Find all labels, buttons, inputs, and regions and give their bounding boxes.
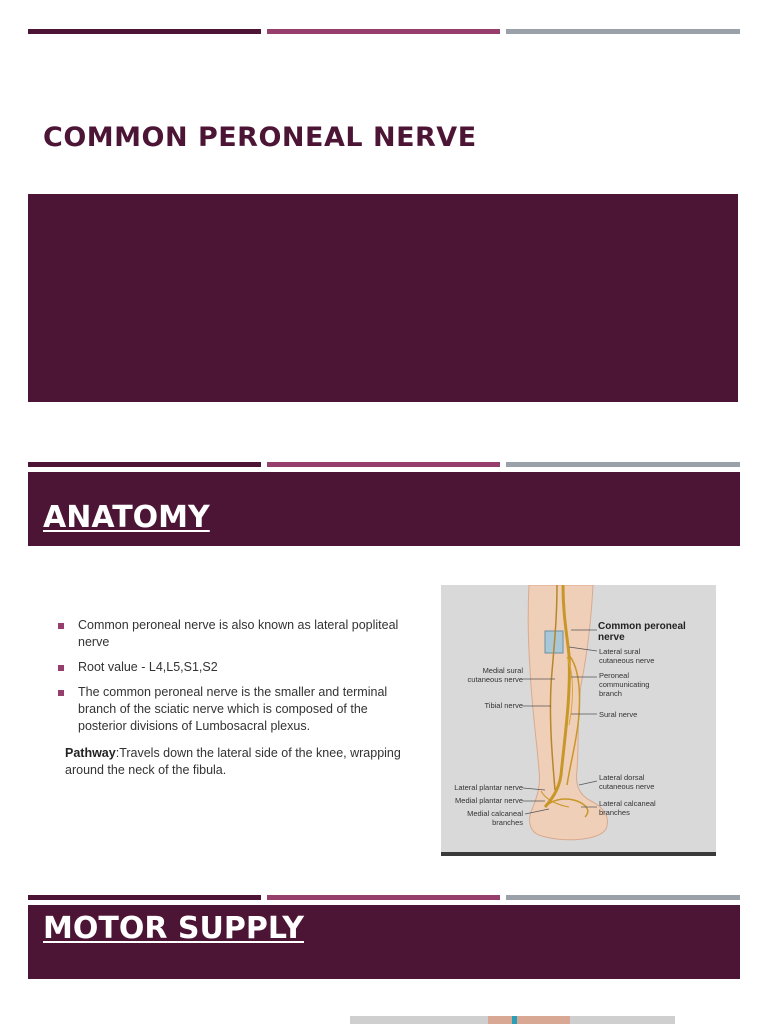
figure-bottom-edge	[441, 852, 716, 856]
motor-heading-part1: MOTOR	[43, 911, 168, 946]
motor-header-band	[28, 905, 740, 979]
nerve-anatomy-figure	[441, 585, 716, 856]
label-medial-plantar: Medial plantar nerve	[455, 796, 523, 805]
anatomy-stripe-dark	[28, 462, 261, 467]
list-item: The common peroneal nerve is the smaller and terminal branch of the sciatic nerve which is composed of the posterior divisions of Lumbosacral plexus.	[58, 684, 413, 735]
motor-stripe-dark	[28, 895, 261, 900]
next-figure-edge	[350, 1016, 675, 1024]
slide-title: COMMON PERONEAL NERVE	[43, 122, 477, 153]
pathway-paragraph	[65, 745, 405, 779]
label-lateral-dorsal: Lateral dorsal cutaneous nerve	[599, 773, 655, 791]
anatomy-header-band	[28, 472, 740, 546]
bullet-square-icon	[58, 623, 64, 629]
label-peroneal-communicating: Peroneal communicating branch	[599, 671, 650, 698]
label-medial-sural: Medial sural cutaneous nerve	[467, 666, 523, 684]
label-common-peroneal: Common peroneal nerve	[598, 621, 686, 643]
top-stripe-dark	[28, 29, 261, 34]
label-sural: Sural nerve	[599, 710, 638, 719]
label-medial-calcaneal: Medial calcaneal branches	[467, 809, 523, 827]
motor-heading	[43, 911, 304, 946]
pathway-label: Pathway	[65, 746, 116, 760]
anatomy-stripe-gray	[506, 462, 740, 467]
top-stripe-magenta	[267, 29, 500, 34]
motor-stripe-gray	[506, 895, 740, 900]
label-lateral-calcaneal: Lateral calcaneal branches	[599, 799, 656, 817]
motor-heading-part2: SUPPLY	[177, 911, 304, 946]
anatomy-heading: ANATOMY	[43, 500, 210, 535]
pathway-text: :Travels down the lateral side of the knee, wrapping around the neck of the fibula.	[65, 746, 401, 777]
list-item: Common peroneal nerve is also known as lateral popliteal nerve	[58, 617, 413, 651]
bullet-square-icon	[58, 665, 64, 671]
label-tibial: Tibial nerve	[484, 701, 523, 710]
title-color-block	[28, 194, 738, 402]
label-lateral-sural: Lateral sural cutaneous nerve	[599, 647, 655, 665]
label-lateral-plantar: Lateral plantar nerve	[454, 783, 523, 792]
motor-stripe-magenta	[267, 895, 500, 900]
list-item: Root value - L4,L5,S1,S2	[58, 659, 413, 676]
bullet-square-icon	[58, 690, 64, 696]
top-stripe-gray	[506, 29, 740, 34]
anatomy-stripe-magenta	[267, 462, 500, 467]
anatomy-bullet-list	[58, 617, 413, 743]
